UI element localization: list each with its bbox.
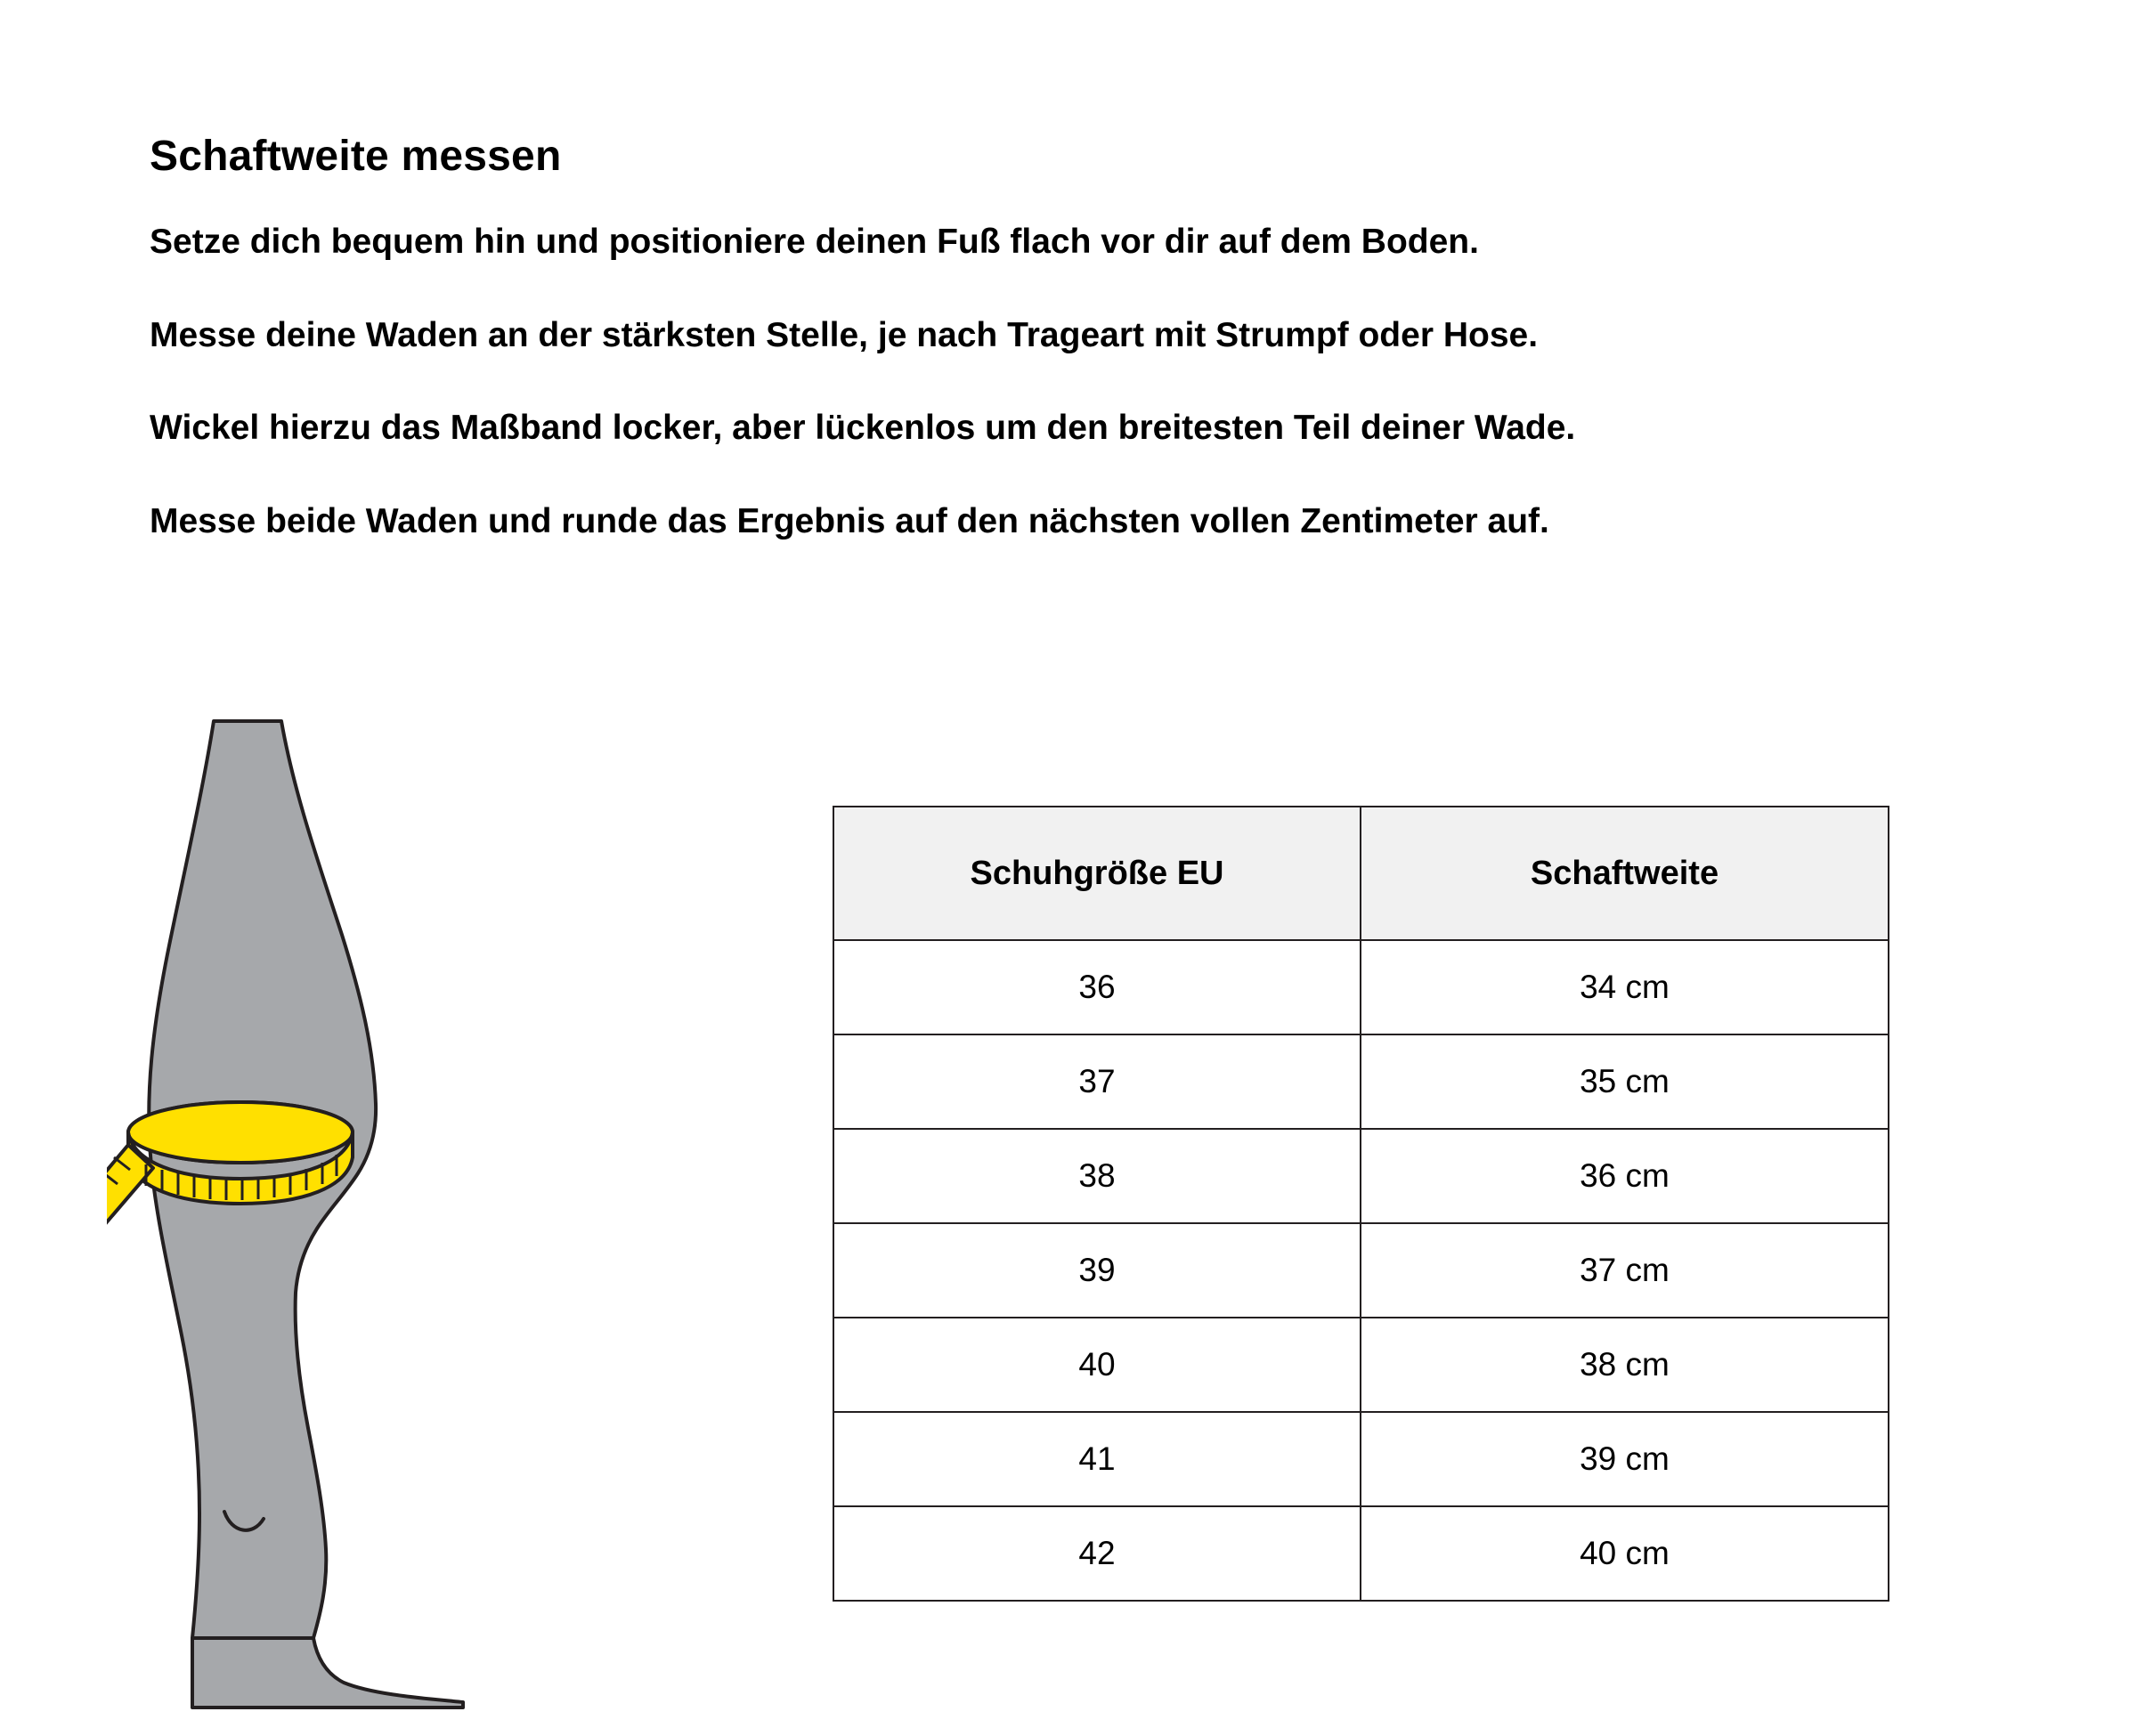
size-table-container [833, 806, 1888, 1602]
leg-shape [149, 721, 463, 1708]
table-row [833, 1318, 1889, 1412]
cell-shaft-width: 37 cm [1361, 1223, 1889, 1318]
cell-shaft-width: 38 cm [1361, 1318, 1889, 1412]
cell-shaft-width: 35 cm [1361, 1034, 1889, 1129]
instruction-line-1: Setze dich bequem hin und positioniere deinen Fuß flach vor dir auf dem Boden. [150, 222, 1479, 261]
table-row [833, 1412, 1889, 1506]
cell-shaft-width: 36 cm [1361, 1129, 1889, 1223]
cell-shoe-size: 40 [833, 1318, 1361, 1412]
cell-shoe-size: 37 [833, 1034, 1361, 1129]
table-header-row [833, 807, 1889, 940]
size-table [833, 806, 1889, 1602]
leg-illustration [107, 712, 677, 1709]
cell-shaft-width: 34 cm [1361, 940, 1889, 1034]
cell-shoe-size: 39 [833, 1223, 1361, 1318]
instruction-line-2: Messe deine Waden an der stärksten Stelle, je nach Trageart mit Strumpf oder Hose. [150, 315, 1539, 354]
table-row [833, 940, 1889, 1034]
column-header-shoe-size: Schuhgröße EU [833, 807, 1361, 940]
table-row [833, 1034, 1889, 1129]
cell-shoe-size: 41 [833, 1412, 1361, 1506]
cell-shaft-width: 39 cm [1361, 1412, 1889, 1506]
table-row [833, 1129, 1889, 1223]
page-title: Schaftweite messen [150, 133, 562, 180]
column-header-shaft-width: Schaftweite [1361, 807, 1889, 940]
cell-shaft-width: 40 cm [1361, 1506, 1889, 1601]
instruction-line-3: Wickel hierzu das Maßband locker, aber lückenlos um den breitesten Teil deiner Wade. [150, 409, 1576, 448]
table-row [833, 1506, 1889, 1601]
cell-shoe-size: 42 [833, 1506, 1361, 1601]
instruction-line-4: Messe beide Waden und runde das Ergebnis auf den nächsten vollen Zentimeter auf. [150, 502, 1549, 541]
cell-shoe-size: 38 [833, 1129, 1361, 1223]
cell-shoe-size: 36 [833, 940, 1361, 1034]
instruction-text-block [150, 134, 2019, 543]
table-row [833, 1223, 1889, 1318]
